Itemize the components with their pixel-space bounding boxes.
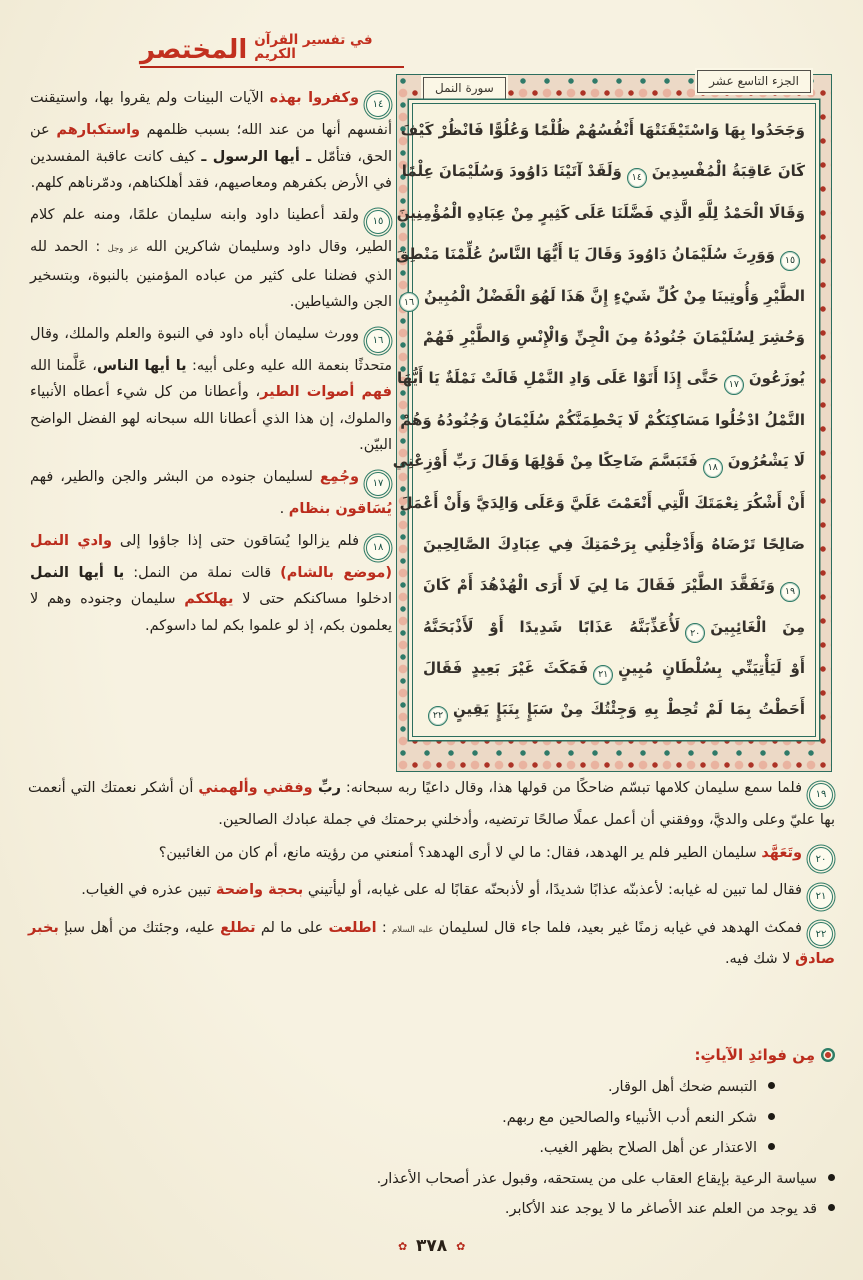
verse-end-marker: ١٤ <box>627 168 647 188</box>
text-segment: وجُمِع <box>319 468 359 485</box>
quran-text-segment: أَوْ لَيَأْتِيَنِّي بِسُلْطَانٍ مُبِينٍ <box>618 659 806 678</box>
tafsir-paragraph <box>30 321 392 459</box>
verse-end-marker: ٢٠ <box>685 623 705 643</box>
benefit-text: التبسم ضحك أهل الوقار. <box>607 1079 757 1095</box>
benefits-list <box>28 1072 835 1225</box>
benefit-text: شكر النعم أدب الأنبياء والصالحين مع ربهم. <box>502 1109 757 1126</box>
quran-line <box>400 400 805 441</box>
benefit-text: الاعتذار عن أهل الصلاح بظهر الغيب. <box>539 1140 757 1156</box>
text-segment: ادخلوا مساكنكم حتى لا <box>233 591 392 608</box>
tafsir-paragraph <box>28 877 835 909</box>
quran-line <box>396 193 805 234</box>
text-segment: عليه، وجئتك من أهل سبإ <box>58 919 221 936</box>
bullet-icon <box>768 1113 775 1120</box>
verse-end-marker: ٢١ <box>593 665 613 685</box>
verse-number-medallion: ١٦ <box>366 329 390 353</box>
benefit-item <box>28 1194 835 1225</box>
quran-text-segment: النَّمْلُ ادْخُلُوا مَسَاكِنَكُمْ لَا يَحْطِمَنَّكُمْ سُلَيْمَانُ وَجُنُودُهُ وَهُمْ <box>400 410 805 429</box>
tafsir-paragraph <box>28 775 835 834</box>
benefit-item <box>28 1072 775 1103</box>
benefits-section <box>28 1046 835 1225</box>
logo-title: المختصر <box>140 35 248 65</box>
text-segment: يهلككم <box>184 591 234 608</box>
text-segment: فهم أصوات الطير <box>260 384 392 401</box>
tafsir-paragraph <box>28 840 835 872</box>
tafsir-bottom-block <box>28 775 835 979</box>
text-segment: الآيات البينات ولم يقروا بها، واستيقنت أنفسهم أنها من عند الله؛ بسبب ظلمهم <box>30 90 392 139</box>
text-segment: ـ أيها الرسول ـ <box>201 148 312 165</box>
benefit-text: سياسة الرعية بإيقاع العقاب على من يستحقه، وقبول عذر أصحاب الأعذار. <box>376 1170 817 1187</box>
benefit-item <box>28 1133 775 1164</box>
quran-text-segment: وَلَقَدْ آتَيْنَا دَاوُودَ وَسُلَيْمَانَ عِلْمًا <box>401 162 622 181</box>
tafsir-paragraph <box>30 464 392 523</box>
text-segment: أن أشكر نعمتك التي أنعمت بها عليّ وعلى والديَّ، ووفقني أن أعمل عملًا صالحًا ترتضيه، وأدخلني برحمتك في جملة عبادك الصالحين. <box>28 780 835 828</box>
verse-number-medallion: ٢٠ <box>809 847 833 871</box>
text-segment: وكفروا بهذه <box>269 90 359 106</box>
text-segment: بخبر صادق <box>28 919 835 967</box>
quran-text-segment: الطَّيْرِ وَأُوتِينَا مِنْ كُلِّ شَيْءٍ إِنَّ هَذَا لَهُوَ الْفَضْلُ الْمُبِينُ <box>423 286 805 305</box>
quran-text-segment: وَوَرِثَ سُلَيْمَانُ دَاوُودَ وَقَالَ يَا أَيُّهَا النَّاسُ عُلِّمْنَا مَنْطِقَ <box>395 245 775 264</box>
verse-end-marker: ١٩ <box>780 582 800 602</box>
quran-text-segment: وَقَالَا الْحَمْدُ لِلَّهِ الَّذِي فَضَّلَنَا عَلَى كَثِيرٍ مِنْ عِبَادِهِ الْمُؤْمِنِينَ <box>396 203 805 222</box>
verse-number-medallion: ٢٢ <box>809 922 833 946</box>
text-segment: : الحمد لله الذي فضلنا على كثير من عباده المؤمنين بالنبوة، وبتسخير الجن والشياطين. <box>30 239 392 310</box>
quran-line <box>403 276 805 317</box>
quran-text-segment: حَتَّى إِذَا أَتَوْا عَلَى وَادِ النَّمْلِ قَالَتْ نَمْلَةٌ يَا أَيُّهَا <box>396 369 719 388</box>
logo-subtitle: في تفسير القرآن الكريم <box>254 32 373 62</box>
quran-line <box>423 607 805 648</box>
text-segment: سليمان الطير فلم ير الهدهد، فقال: ما لي لا أرى الهدهد؟ أمنعني من رؤيته مانع، أم كان من الغائبين؟ <box>158 844 762 861</box>
text-segment: وادي النمل (موضع بالشام) <box>30 532 392 581</box>
verse-number-medallion: ١٨ <box>366 536 390 560</box>
verse-number-medallion: ٢١ <box>809 885 833 909</box>
text-segment: عز وجل <box>107 244 139 254</box>
text-segment: يا أيها الناس <box>96 357 187 374</box>
quran-line <box>423 689 805 730</box>
verse-end-marker: ١٥ <box>780 251 800 271</box>
text-segment: ولقد أعطينا داود وابنه سليمان علمًا، ومنه علم كلام الطير، وقال داود وسليمان شاكرين الله <box>30 206 392 255</box>
quran-text-segment: وَتَفَقَّدَ الطَّيْرَ فَقَالَ مَا لِيَ لَا أَرَى الْهُدْهُدَ أَمْ كَانَ <box>423 576 775 595</box>
quran-line <box>396 358 805 399</box>
quran-text-segment: يُوزَعُونَ <box>748 369 805 388</box>
text-segment: . <box>279 501 289 517</box>
quran-frame <box>392 74 832 772</box>
verse-end-marker: ١٨ <box>703 458 723 478</box>
text-segment: تبين عذره في الغياب. <box>81 882 216 898</box>
verse-number-medallion: ١٩ <box>809 783 833 807</box>
benefits-heading <box>28 1046 835 1064</box>
surah-label-text: سورة النمل <box>435 81 494 95</box>
quran-text-segment: أَنْ أَشْكُرَ نِعْمَتَكَ الَّتِي أَنْعَمْتَ عَلَيَّ وَعَلَى وَالِدَيَّ وَأَنْ أَعْمَلَ <box>399 493 805 512</box>
text-segment: تطلع <box>220 919 256 936</box>
text-segment: يا أيها النمل <box>30 564 125 581</box>
text-segment: لسليمان جنوده من البشر والجن والطير، فهم <box>30 468 320 485</box>
text-segment: واستكبارهم <box>56 122 141 139</box>
page-number: ٣٧٨ <box>415 1236 448 1256</box>
bullet-icon <box>768 1082 775 1089</box>
text-segment: على ما لم <box>255 919 329 936</box>
quran-text-segment: أَحَطْتُ بِمَا لَمْ تُحِطْ بِهِ وَجِئْتُكَ مِنْ سَبَإٍ بِنَبَإٍ يَقِينٍ <box>453 700 805 719</box>
quran-text-segment: لَا يَشْعُرُونَ <box>727 452 805 471</box>
book-logo <box>140 22 404 68</box>
quran-text-segment: وَحُشِرَ لِسُلَيْمَانَ جُنُودُهُ مِنَ الْجِنِّ وَالْإِنْسِ وَالطَّيْرِ فَهُمْ <box>423 327 805 346</box>
tafsir-paragraph <box>30 528 392 640</box>
benefit-text: قد يوجد من العلم عند الأصاغر ما لا يوجد عند الأكابر. <box>504 1201 817 1217</box>
verse-end-marker: ١٧ <box>724 375 744 395</box>
quran-text-segment: فَتَبَسَّمَ ضَاحِكًا مِنْ قَوْلِهَا وَقَالَ رَبِّ أَوْزِعْنِي <box>392 452 698 471</box>
quran-line <box>395 234 805 275</box>
text-segment: فمكث الهدهد في غيابه زمنًا غير بعيد، فلما جاء قال لسليمان <box>433 919 802 936</box>
text-segment: وورث سليمان أباه داود في النبوة والعلم والملك، وقال متحدثًا بنعمة الله عليه وعلى أبيه: <box>30 325 392 374</box>
verse-number-medallion: ١٧ <box>366 472 390 496</box>
benefits-heading-text: مِن فوائدِ الآياتِ: <box>694 1046 815 1064</box>
benefit-item <box>28 1103 775 1134</box>
quran-text-segment: وَجَحَدُوا بِهَا وَاسْتَيْقَنَتْهَا أَنْفُسُهُمْ ظُلْمًا وَعُلُوًّا فَانْظُرْ كَيْفَ <box>400 121 805 139</box>
verse-number-medallion: ١٥ <box>366 210 390 234</box>
bullet-icon <box>768 1143 775 1150</box>
bullet-icon <box>828 1204 835 1211</box>
text-segment: : <box>376 919 393 936</box>
text-segment: ربِّ <box>312 780 341 796</box>
verse-end-marker: ٢٢ <box>428 706 448 726</box>
quran-line <box>399 483 805 524</box>
text-segment: فقال لما تبين له غيابه: لأعذبنّه عذابًا شديدًا، أو لأذبحنّه عقابًا له على غيابه، أو ليأتيني <box>303 882 802 898</box>
quran-text-segment: مِنَ الْغَائِبِينَ <box>710 617 805 636</box>
text-segment: سليمان وجنوده وهم لا يعلمون بكم، إذ لو علموا بكم لما داسوكم. <box>30 591 392 634</box>
text-segment: ، وأعطانا من كل شيء أعطاه الأنبياء والملوك، إن هذا الذي أعطانا الله سبحانه لهو الفضل الواضح البيّن. <box>30 384 392 454</box>
verse-number-medallion: ١٤ <box>366 93 390 117</box>
quran-line <box>401 151 805 192</box>
rosette-icon <box>821 1048 835 1062</box>
quran-line <box>423 317 805 358</box>
quran-text-segment: كَانَ عَاقِبَةُ الْمُفْسِدِينَ <box>651 162 805 181</box>
benefit-item <box>28 1164 835 1195</box>
quran-text-segment: صَالِحًا تَرْضَاهُ وَأَدْخِلْنِي بِرَحْمَتِكَ فِي عِبَادِكَ الصَّالِحِينَ <box>423 534 805 553</box>
text-segment: ، عَلَّمنا الله <box>30 357 97 374</box>
quran-line <box>423 565 805 606</box>
text-segment: يُسَاقون بنظام <box>288 501 392 517</box>
tafsir-paragraph <box>30 202 392 316</box>
text-segment: اطلعت <box>328 919 377 936</box>
bullet-icon <box>828 1174 835 1181</box>
text-segment: عن الحق، فتأمّل <box>30 122 393 165</box>
quran-text-panel <box>392 103 816 737</box>
text-segment: وتَعَهَّد <box>761 844 802 861</box>
quran-line <box>392 441 805 482</box>
quran-line <box>423 524 805 565</box>
footer-ornament-right: ✿ <box>456 1239 466 1253</box>
verse-end-marker: ١٦ <box>399 292 419 312</box>
text-segment: فلم يزالوا يُسَاقون حتى إذا جاؤوا إلى <box>112 532 359 549</box>
quran-text-segment: فَمَكَثَ غَيْرَ بَعِيدٍ فَقَالَ <box>423 659 589 678</box>
text-segment: قالت نملة من النمل: <box>124 564 281 581</box>
surah-label <box>423 77 506 100</box>
juz-label-text: الجزء التاسع عشر <box>709 74 799 88</box>
text-segment: لا شك فيه. <box>724 951 796 967</box>
juz-label <box>697 70 811 93</box>
quran-line <box>400 110 805 151</box>
text-segment: عليه السلام <box>392 924 434 935</box>
text-segment: فلما سمع سليمان كلامها تبسّم ضاحكًا من قولها هذا، وقال داعيًا ربه سبحانه: <box>340 780 803 796</box>
footer-ornament-left: ✿ <box>397 1239 407 1253</box>
tafsir-side-column <box>30 85 392 644</box>
tafsir-paragraph <box>30 85 392 197</box>
quran-text-segment: لَأُعَذِّبَنَّهُ عَذَابًا شَدِيدًا أَوْ لَأَذْبَحَنَّهُ <box>423 617 681 636</box>
quran-line <box>423 648 805 689</box>
page-footer <box>0 1236 863 1256</box>
text-segment: بحجة واضحة <box>215 882 304 898</box>
text-segment: وفقني وألهمني <box>198 780 313 796</box>
text-segment: كيف كانت عاقبة المفسدين في الأرض بكفرهم ومعاصيهم، فقد أهلكناهم، ودمّرناهم كلهم. <box>30 148 392 192</box>
tafsir-paragraph <box>28 915 835 974</box>
